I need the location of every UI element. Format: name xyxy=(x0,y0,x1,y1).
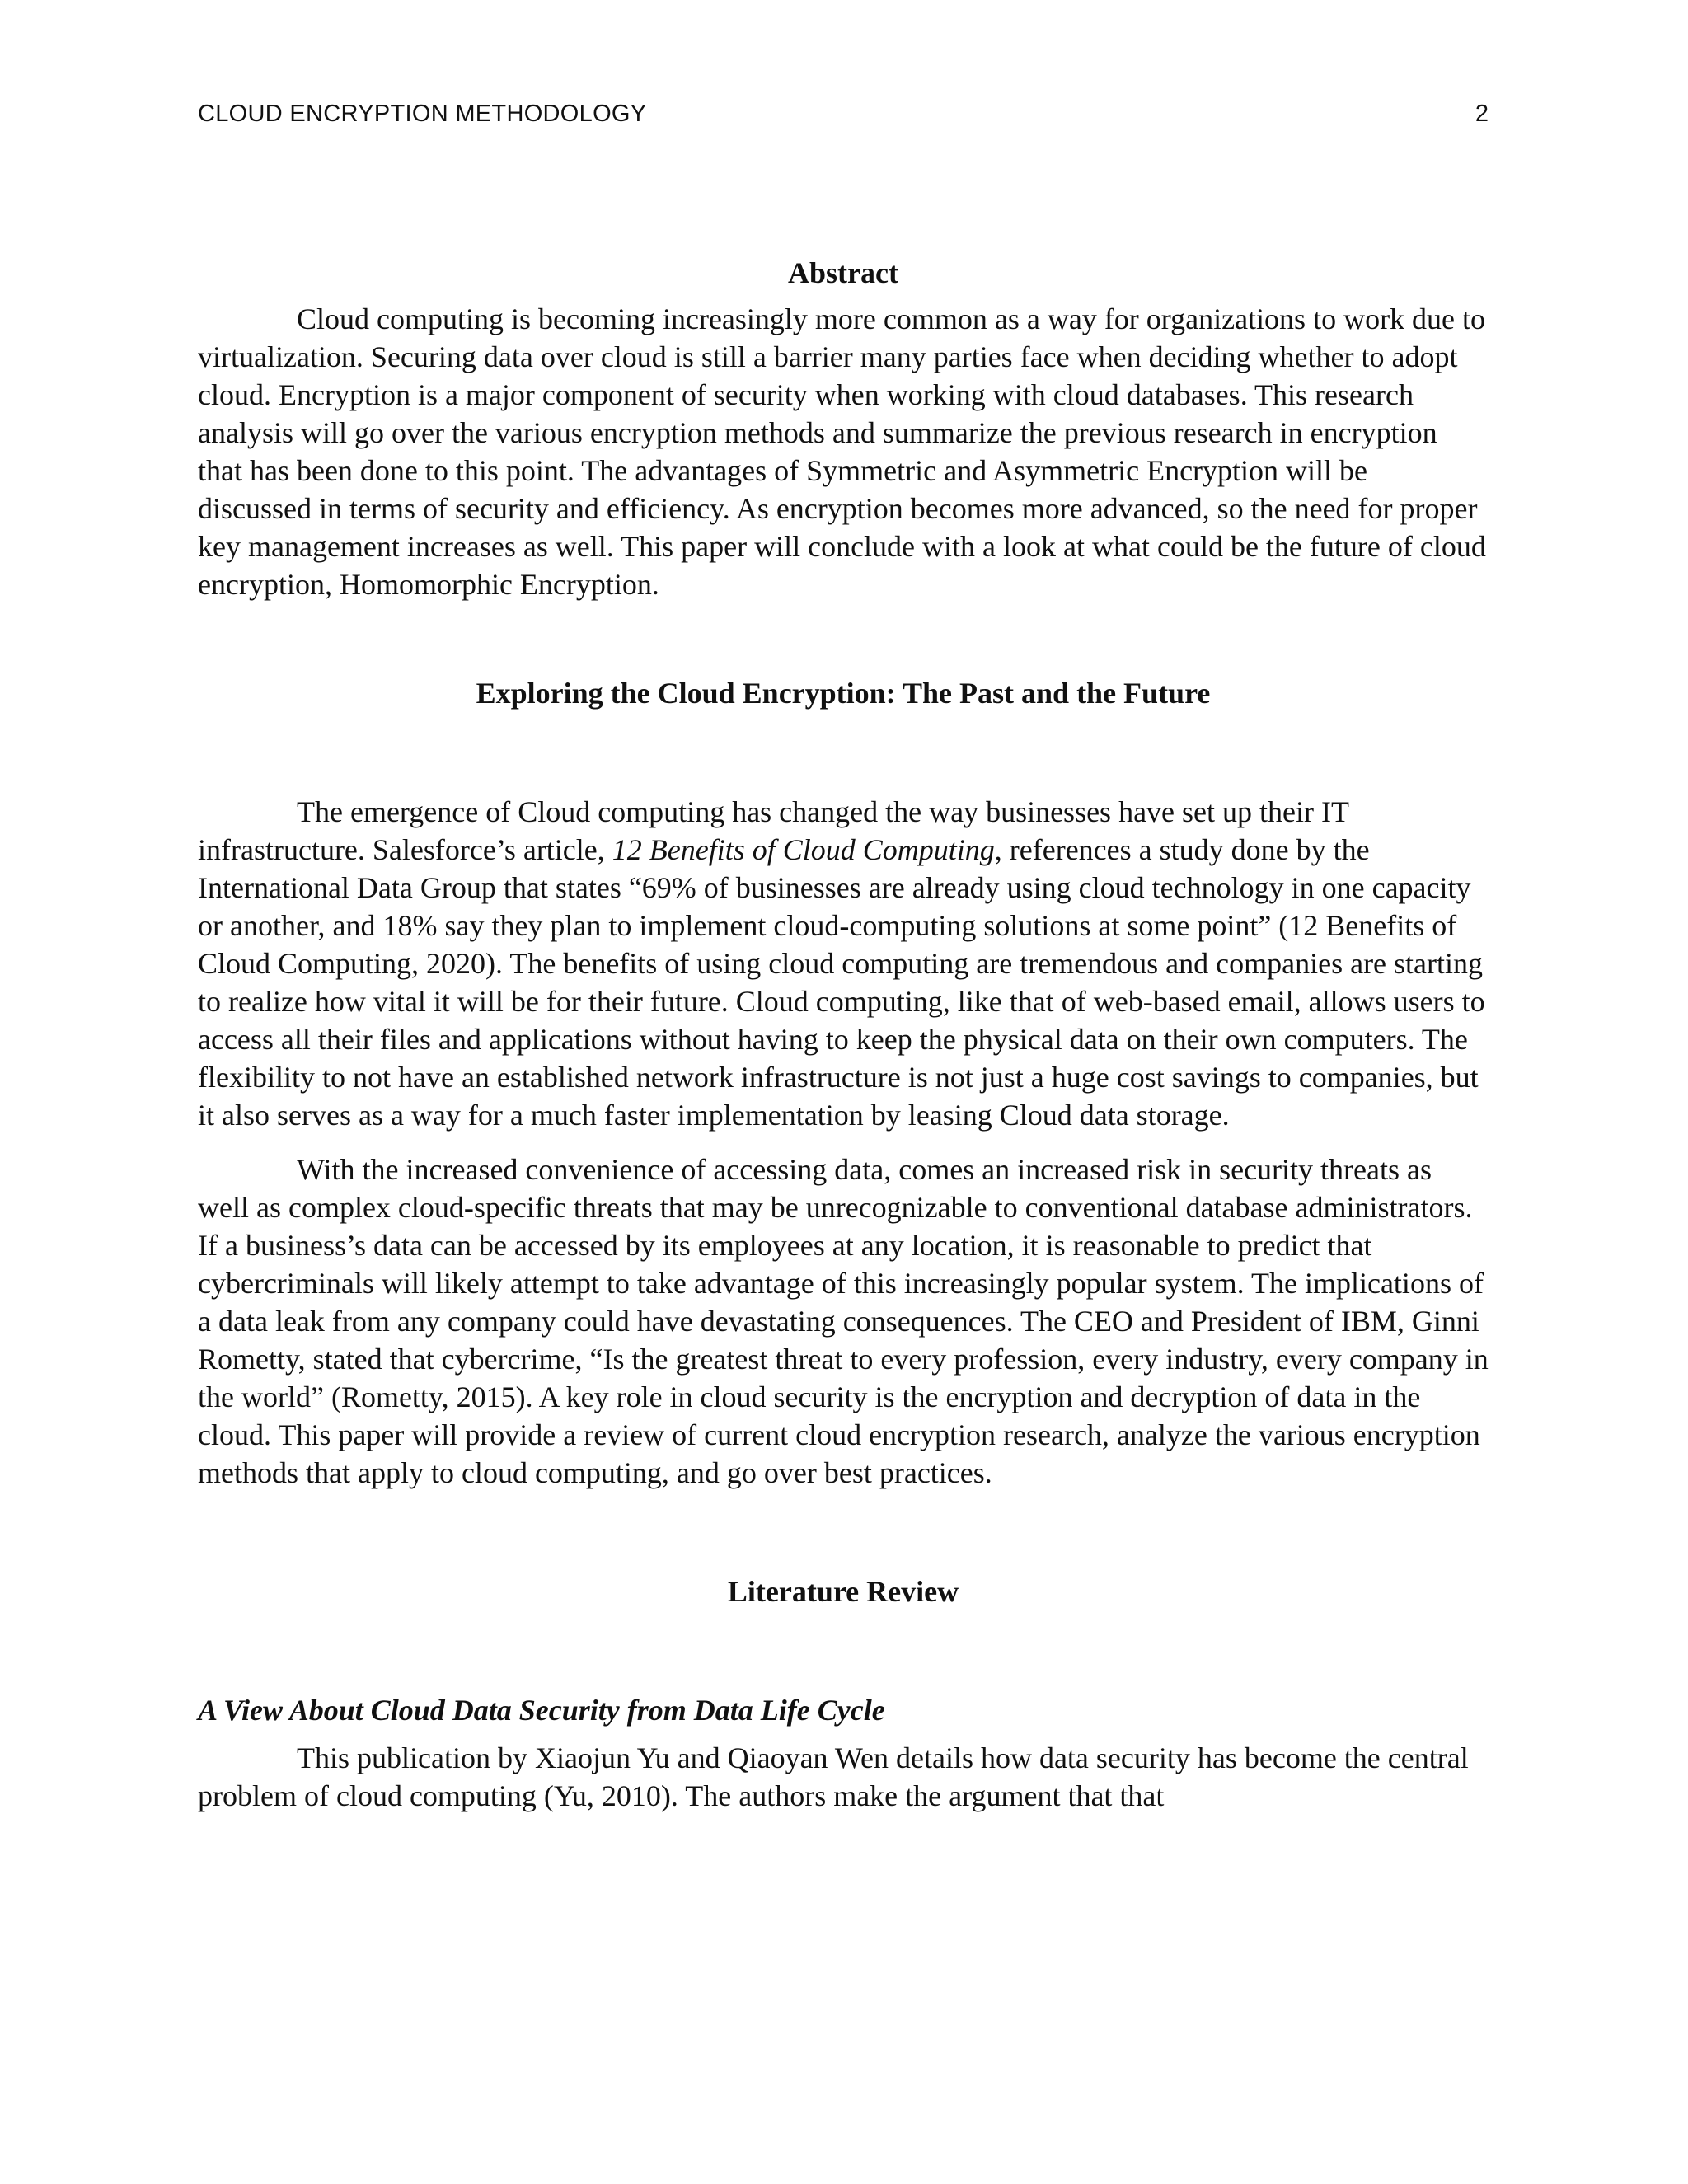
abstract-heading: Abstract xyxy=(788,256,898,289)
literature-subheading: A View About Cloud Data Security from Data Life Cycle xyxy=(198,1694,885,1727)
literature-paragraph-1: This publication by Xiaojun Yu and Qiaoyan Wen details how data security has become the central problem of cloud computing (Yu, 2010). The authors make the argument that that xyxy=(198,1741,1469,1812)
intro-p1-text-a: The emergence of Cloud computing has changed the way businesses have set up their IT infrastructure. Salesforce’s article, xyxy=(198,795,1349,866)
intro-paragraph-1 xyxy=(198,793,1489,1134)
paper-title: Exploring the Cloud Encryption: The Past and the Future xyxy=(476,677,1211,710)
page-number: 2 xyxy=(1475,101,1489,127)
running-head: CLOUD ENCRYPTION METHODOLOGY xyxy=(198,101,647,127)
literature-review-heading: Literature Review xyxy=(727,1575,959,1608)
intro-p1-text-b: , references a study done by the International Data Group that states “69% of businesses are already using cloud technology in one capacity or another, and 18% say they plan to implement cloud-computing solutions at some point” (12 Benefits of Cloud Computing, 2020). The benefits of using cloud computing are tremendous and companies are starting to realize how vital it will be for their future. Cloud computing, like that of web-based email, allows users to access all their files and applications without having to keep the physical data on their own computers. The flexibility to not have an established network infrastructure is not just a huge cost savings to companies, but it also serves as a way for a much faster implementation by leasing Cloud data storage. xyxy=(198,833,1485,1132)
body-content xyxy=(198,254,1489,1815)
cited-article-title: 12 Benefits of Cloud Computing xyxy=(612,833,995,866)
abstract-paragraph: Cloud computing is becoming increasingly more common as a way for organizations to work due to virtualization. Securing data over cloud is still a barrier many parties face when deciding whether to adopt cloud. Encryption is a major component of security when working with cloud databases. This research analysis will go over the various encryption methods and summarize the previous research in encryption that has been done to this point. The advantages of Symmetric and Asymmetric Encryption will be discussed in terms of security and efficiency. As encryption becomes more advanced, so the need for proper key management increases as well. This paper will conclude with a look at what could be the future of cloud encryption, Homomorphic Encryption. xyxy=(198,302,1486,601)
intro-paragraph-2: With the increased convenience of accessing data, comes an increased risk in security threats as well as complex cloud-specific threats that may be unrecognizable to conventional database administrators. If a business’s data can be accessed by its employees at any location, it is reasonable to predict that cybercriminals will likely attempt to take advantage of this increasingly popular system. The implications of a data leak from any company could have devastating consequences. The CEO and President of IBM, Ginni Rometty, stated that cybercrime, “Is the greatest threat to every profession, every industry, every company in the world” (Rometty, 2015). A key role in cloud security is the encryption and decryption of data in the cloud. This paper will provide a review of current cloud encryption research, analyze the various encryption methods that apply to cloud computing, and go over best practices. xyxy=(198,1153,1489,1489)
